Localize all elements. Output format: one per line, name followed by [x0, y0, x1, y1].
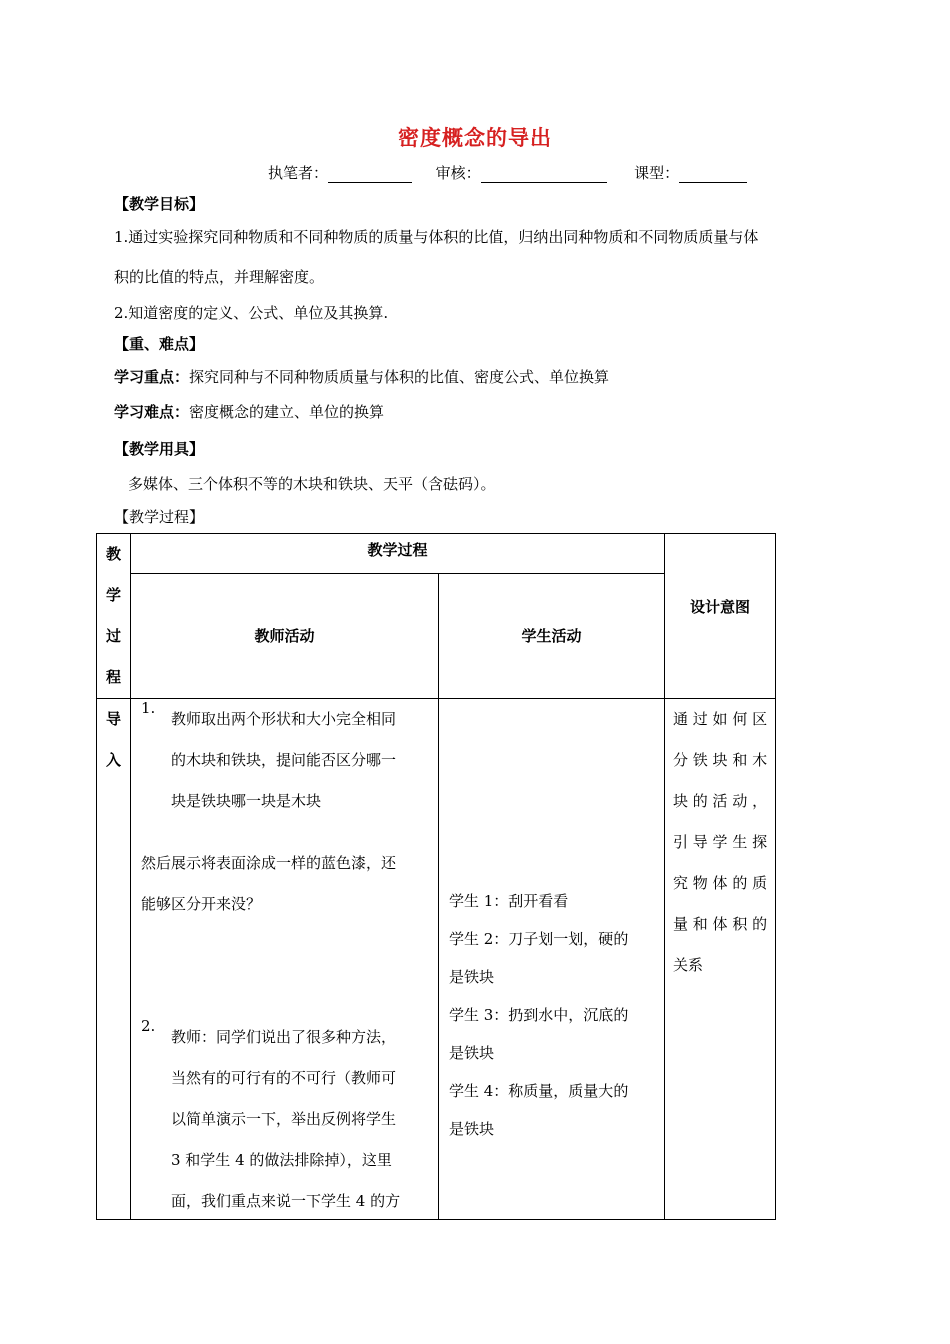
student-activity-cell: [439, 699, 665, 1220]
objective-1-line-2: 积的比值的特点，并理解密度。: [114, 268, 325, 286]
teacher-item-1: 教师取出两个形状和大小完全相同 的木块和铁块，提问能否区分哪一 块是铁块哪一块是木块: [171, 710, 397, 810]
writer-blank: [328, 165, 412, 183]
teacher-item-1-number: 1.: [141, 699, 156, 717]
process-table: [96, 533, 776, 1220]
teacher-item-2-number: 2.: [141, 1017, 156, 1035]
teacher-header: 教师活动: [131, 573, 439, 698]
design-intent-text: 通 过 如 何 区 分 铁 块 和 木 块 的 活 动 ， 引 导 学 生 探 究 物 体 的 质 量 和 体 积 的 关系: [673, 710, 768, 974]
key-point-label: 学习重点：: [114, 368, 190, 386]
tools-heading: 【教学用具】: [114, 440, 205, 458]
reviewer-blank: [481, 165, 607, 183]
stage-header-cell: 教 学 过 程: [97, 534, 131, 699]
reviewer-label: 审核：: [435, 164, 481, 182]
difficulty-label: 学习难点：: [114, 403, 190, 421]
teacher-paragraph: 然后展示将表面涂成一样的蓝色漆，还 能够区分开来没？: [141, 854, 397, 913]
process-header: 教学过程: [131, 534, 665, 574]
key-point-line: [114, 366, 609, 387]
design-intent-cell: [665, 699, 776, 1220]
teacher-activity-cell: [131, 699, 439, 1220]
type-label: 课型：: [634, 164, 680, 182]
student-header: 学生活动: [439, 573, 665, 698]
student-activity-list: 学生 1：刮开看看 学生 2：刀子划一划，硬的 是铁块 学生 3：扔到水中，沉底的 是铁块 学生 4：称质量，质量大的 是铁块: [449, 892, 629, 1138]
meta-line: [268, 162, 747, 183]
writer-label: 执笔者：: [268, 164, 329, 182]
difficulty-text: 密度概念的建立、单位的换算: [189, 403, 385, 421]
difficulty-line: [114, 401, 384, 422]
key-point-text: 探究同种与不同种物质质量与体积的比值、密度公式、单位换算: [189, 368, 610, 386]
key-points-heading: 【重、难点】: [114, 335, 205, 353]
stage-intro-cell: 导 入: [97, 699, 131, 1220]
process-heading: 【教学过程】: [114, 508, 205, 526]
objective-2: 2.知道密度的定义、公式、单位及其换算.: [114, 304, 389, 322]
teacher-item-2: 教师：同学们说出了很多种方法， 当然有的可行有的不可行（教师可 以简单演示一下，举出反例将学生 3 和学生 4 的做法排除掉），这里 面，我们重点来说一下学生 4 的方: [171, 1028, 401, 1210]
type-blank: [679, 165, 747, 183]
page-title: 密度概念的导出: [398, 125, 552, 150]
objectives-heading: 【教学目标】: [114, 195, 205, 213]
design-header: 设计意图: [665, 534, 776, 699]
tools-text: 多媒体、三个体积不等的木块和铁块、天平（含砝码）。: [128, 475, 496, 493]
objective-1-line-1: 1.通过实验探究同种物质和不同种物质的质量与体积的比值，归纳出同种物质和不同物质质量与体: [114, 228, 759, 246]
